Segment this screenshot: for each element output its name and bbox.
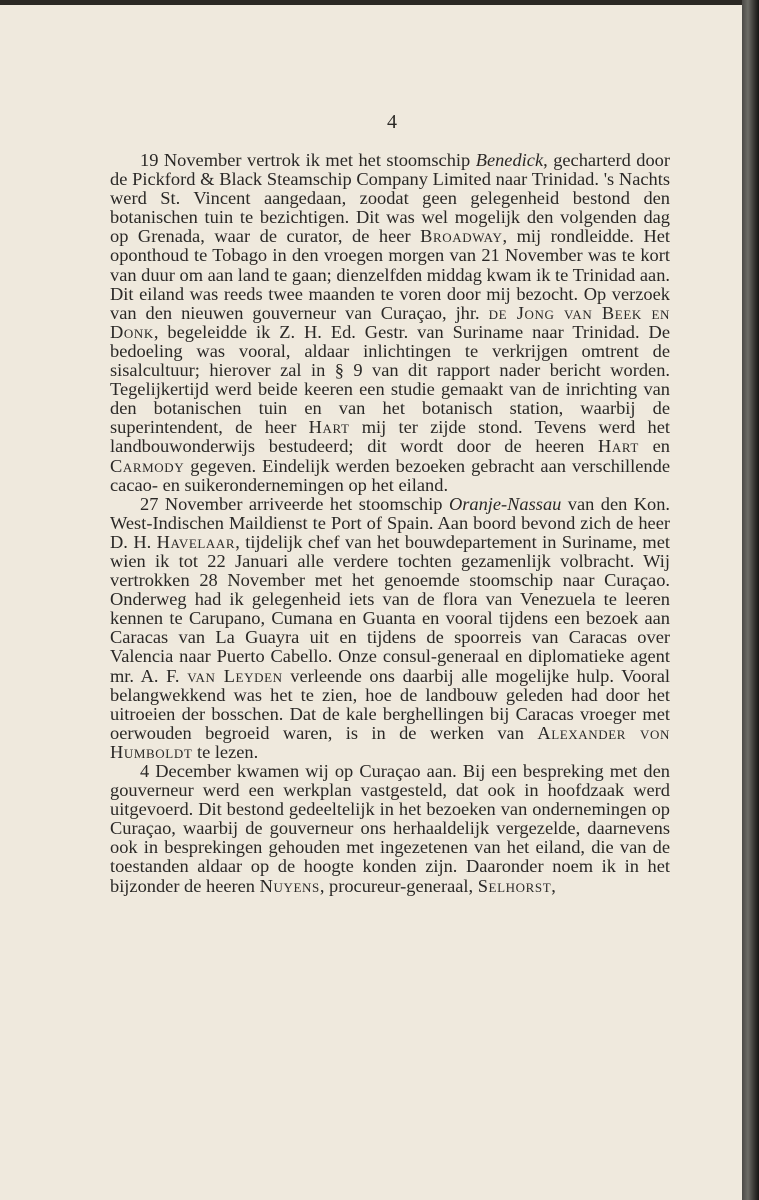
name-smallcaps: Havelaar (156, 531, 236, 552)
name-smallcaps: de Jong van Beek en Donk (110, 302, 670, 342)
text-run: , tijdelijk chef van het bouwdepartement in Suriname, met wien ik tot 22 Januari alle verdere tochten gezamenlijk volbracht. Wij vertrokken 28 November met het genoemde stoomschip naar Curaçao. Onderweg had ik gelegenheid iets van de flora van Venezuela te leeren kennen te Carupano, Cumana en Guanta en vooral tijdens een bezoek aan Caracas van La Guayra uit en tijdens de spoorreis van Caracas over Valencia naar Puerto Cabello. Onze consul-generaal en diplomatieke agent mr. A. F. (110, 531, 671, 686)
name-smallcaps: Selhorst (477, 875, 552, 896)
body-text (110, 151, 670, 896)
name-smallcaps: Broadway (420, 226, 503, 247)
paragraph-3 (110, 762, 670, 896)
text-run: te lezen. (192, 741, 259, 762)
name-smallcaps: Alexander von Humboldt (110, 722, 670, 762)
text-run: 27 November arriveerde het stoomschip (140, 493, 449, 514)
text-run: van den Kon. West-Indischen Maildienst te Port of Spain. Aan boord bevond zich de heer D. H. (110, 493, 671, 552)
text-run: verleende ons daarbij alle mogelijke hulp. Vooral belangwekkend was het te zien, hoe de landbouw geleden had door het uitroeien der bosschen. Dat de kale berghellingen bij Caracas vroeger met oerwouden begroeid waren, is in de werken van (110, 665, 670, 743)
text-run: en (638, 436, 670, 457)
page-top-edge (0, 0, 742, 5)
text-run: , begeleidde ik Z. H. Ed. Gestr. van Suriname naar Trinidad. De bedoeling was vooral, aldaar inlichtingen te verkrijgen omtrent de sisalcultuur; hierover zal in § 9 van dit rapport nader bericht worden. Tegelijkertijd werd beide keeren een studie gemaakt van de inrichting van den botanischen tuin en van het botanisch station, waarbij de superintendent, de heer (110, 321, 670, 438)
name-smallcaps: Nuyens (259, 875, 320, 896)
name-smallcaps: Carmody (110, 455, 185, 476)
paragraph-2 (110, 495, 670, 762)
ship-name-italic: Oranje-Nassau (448, 493, 562, 514)
text-run: , gecharterd door de Pickford & Black Steamschip Company Limited naar Trinidad. 's Nachts werd St. Vincent aangedaan, zoodat geen gelegenheid bestond den botanischen tuin te bezichtigen. Dit was wel mogelijk den volgenden dag op Grenada, waar de curator, de heer (110, 150, 670, 247)
text-run: , procureur-generaal, (319, 875, 478, 896)
page-number: 4 (387, 111, 397, 133)
text-run: gegeven. Eindelijk werden bezoeken gebracht aan verschillende cacao- en suikerondernemingen op het eiland. (110, 455, 670, 495)
text-run: 19 November vertrok ik met het stoomschip (140, 150, 476, 170)
text-run: , mij rondleidde. Het oponthoud te Tobago in den vroegen morgen van 21 November was te kort van duur om aan land te gaan; dienzelfden middag kwam ik te Trinidad aan. Dit eiland was reeds twee maanden te voren door mij bezocht. Op verzoek van den nieuwen gouverneur van Curaçao, jhr. (110, 226, 671, 323)
book-spine (742, 0, 759, 1200)
text-run: 4 December kwamen wij op Curaçao aan. Bij een bespreking met den gouverneur werd een werkplan vastgesteld, dat ook in hoofdzaak werd uitgevoerd. Dit bestond gedeeltelijk in het bezoeken van ondernemingen op Curaçao, waarbij de gouverneur ons herhaaldelijk vergezelde, daarnevens ook in besprekingen gehouden met ingezetenen van het eiland, die van de toestanden aldaar op de hoogte konden zijn. Daaronder noem ik in het bijzonder de heeren (110, 761, 670, 896)
text-run: , (551, 875, 556, 896)
ship-name-italic: Benedick (475, 150, 544, 170)
paragraph-1 (110, 151, 670, 495)
name-smallcaps: van Leyden (187, 665, 283, 686)
name-smallcaps: Hart (308, 417, 350, 438)
name-smallcaps: Hart (598, 436, 639, 457)
text-run: mij ter zijde stond. Tevens werd het landbouwonderwijs bestudeerd; dit wordt door de heeren (110, 417, 670, 457)
